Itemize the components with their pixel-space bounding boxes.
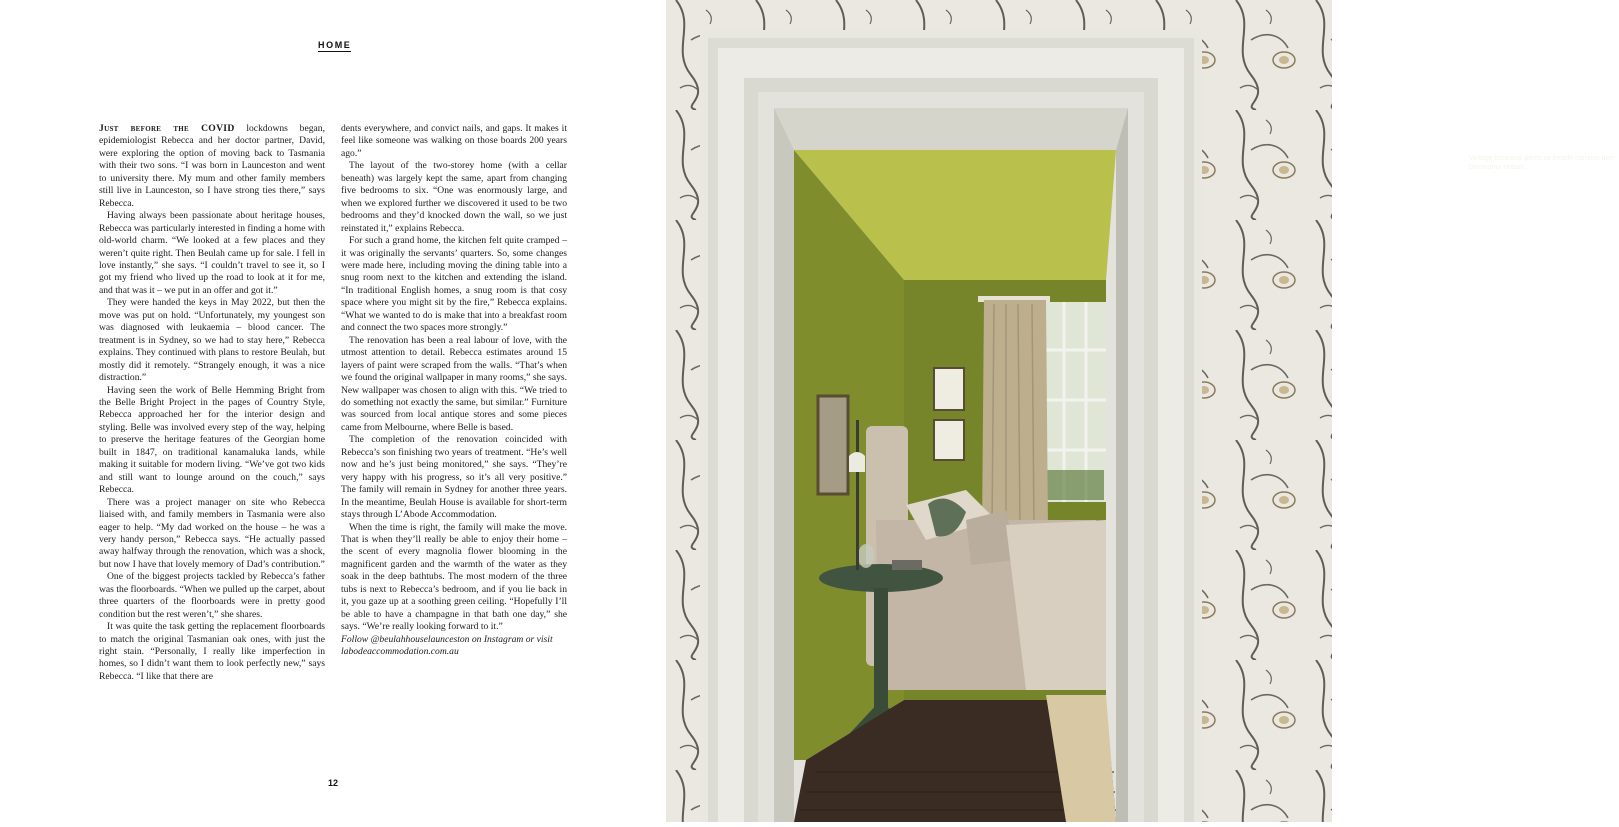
article-page xyxy=(0,0,666,822)
lead-in: Just before the COVID xyxy=(99,123,235,134)
page-number: 12 xyxy=(328,778,339,788)
follow-link-text: Follow @beulahhouselaunceston on Instagram or visit labodeaccommodation.com.au xyxy=(341,633,553,658)
article-column-1 xyxy=(99,123,325,683)
paragraph: Having always been passionate about heritage houses, Rebecca was particularly interested in finding a home with old-world charm. “We looked at a few places and they weren’t quite right. Then Beulah came up for sale. I fell in love instantly,” she says. “I couldn’t travel to see it, so I got my friend who lived up the road to look at it for me, and that was it – we put in an offer and got it.” xyxy=(99,210,325,296)
paragraph: dents everywhere, and convict nails, and gaps. It makes it feel like someone was walking on those boards 200 years ago.” xyxy=(341,123,567,159)
section-label: HOME xyxy=(318,40,352,50)
paragraph: The completion of the renovation coincided with Rebecca’s son finishing two years of treatment. “He’s well now and he’s just being monitored,” she says. “They’re very happy with his progress, so it’s all very positive.” The family will remain in Sydney for another three years. In the meantime, Beulah House is available for short-term stays through L’Abode Accommodation. xyxy=(341,434,567,521)
paragraph: For such a grand home, the kitchen felt quite cramped – it was originally the servants’ quarters. So, some changes were made here, including moving the dining table into a snug room next to the kitchen and extending the island. “In traditional English homes, a snug room is that cosy space where you might sit by the fire,” Rebecca explains. “What we wanted to do is make that into a breakfast room and connect the two spaces more strongly.” xyxy=(341,235,567,334)
paragraph: There was a project manager on site who Rebecca liaised with, and family members in Tasmania were also eager to help. “My dad worked on the house – he was a very handy person,” Rebecca says. “He actually passed away halfway through the renovation, which was a shock, but now I have that lovely memory of Dad’s contribution.” xyxy=(99,496,325,570)
paragraph: The renovation has been a real labour of love, with the utmost attention to detail. Rebecca estimates around 15 layers of paint were scraped from the walls. “That’s when we found the original wallpaper in many rooms,” she says. New wallpaper was chosen to align with this. “We tried to do something not exactly the same, but similar.” Furniture was sourced from local antique stores and some pieces came from Melbourne, where Belle is based. xyxy=(341,334,567,433)
paragraph: It was quite the task getting the replacement floorboards to match the original Tasmanian oak ones, with just the right stain. “Personally, I really like imperfection in homes, so I didn’t want them to look perfectly new,” says Rebecca. “I like that there are xyxy=(99,621,325,682)
interior-photo xyxy=(666,0,1616,822)
paragraph: Just before the COVID lockdowns began, epidemiologist Rebecca and her doctor partner, David, were exploring the option of moving back to Tasmania with their two sons. “I was born in Launceston and went to university there. My mum and other family members still live in Launceston, so I have strong ties there,” says Rebecca. xyxy=(99,123,325,209)
paragraph: They were handed the keys in May 2022, but then the move was put on hold. “Unfortunately, my youngest son was diagnosed with leukaemia – blood cancer. The treatment is in Sydney, so we had to stay here,” Rebecca explains. They continued with plans to restore Beulah, but mostly did it remotely. “Strangely enough, it was a nice distraction.” xyxy=(99,297,325,384)
paragraph: When the time is right, the family will make the move. That is when they’ll really be able to enjoy their home – the scent of every magnolia flower blooming in the magnificent garden and the warmth of the water as they soak in the deep bathtubs. The most modern of the three tubs is next to Rebecca’s bedroom, and if you lie back in it, you gaze up at a soothing green ceiling. “Hopefully I’ll be able to have a champagne in that bath one day,” she says. “We’re really looking forward to it.” xyxy=(341,521,567,633)
paragraph: One of the biggest projects tackled by Rebecca’s father was the floorboards. “When we pulled up the carpet, about three quarters of the floorboards were in pretty good condition but the rest weren’t,” she shares. xyxy=(99,571,325,620)
photo-caption: Vintage botanical prints sit beside curtains from Decorama Hobart. xyxy=(1469,155,1616,171)
paragraph: The layout of the two-storey home (with a cellar beneath) was largely kept the same, apart from changing five bedrooms to six. “One was enormously large, and when we explored further we discovered it used to be two bedrooms and they’d knocked down the wall, so we just reinstated it,” explains Rebecca. xyxy=(341,160,567,234)
article-column-2 xyxy=(341,123,567,658)
bedroom-doorway-illustration xyxy=(666,0,1332,822)
paragraph: Having seen the work of Belle Hemming Bright from the Belle Bright Project in the pages of Country Style, Rebecca approached her for the interior design and styling. Belle was involved every step of the way, helping to preserve the heritage features of the Georgian home built in 1847, on traditional kanamaluka lands, while making it suitable for modern living. “We’ve got two kids and still want to lounge around on the couch,” says Rebecca. xyxy=(99,384,325,496)
